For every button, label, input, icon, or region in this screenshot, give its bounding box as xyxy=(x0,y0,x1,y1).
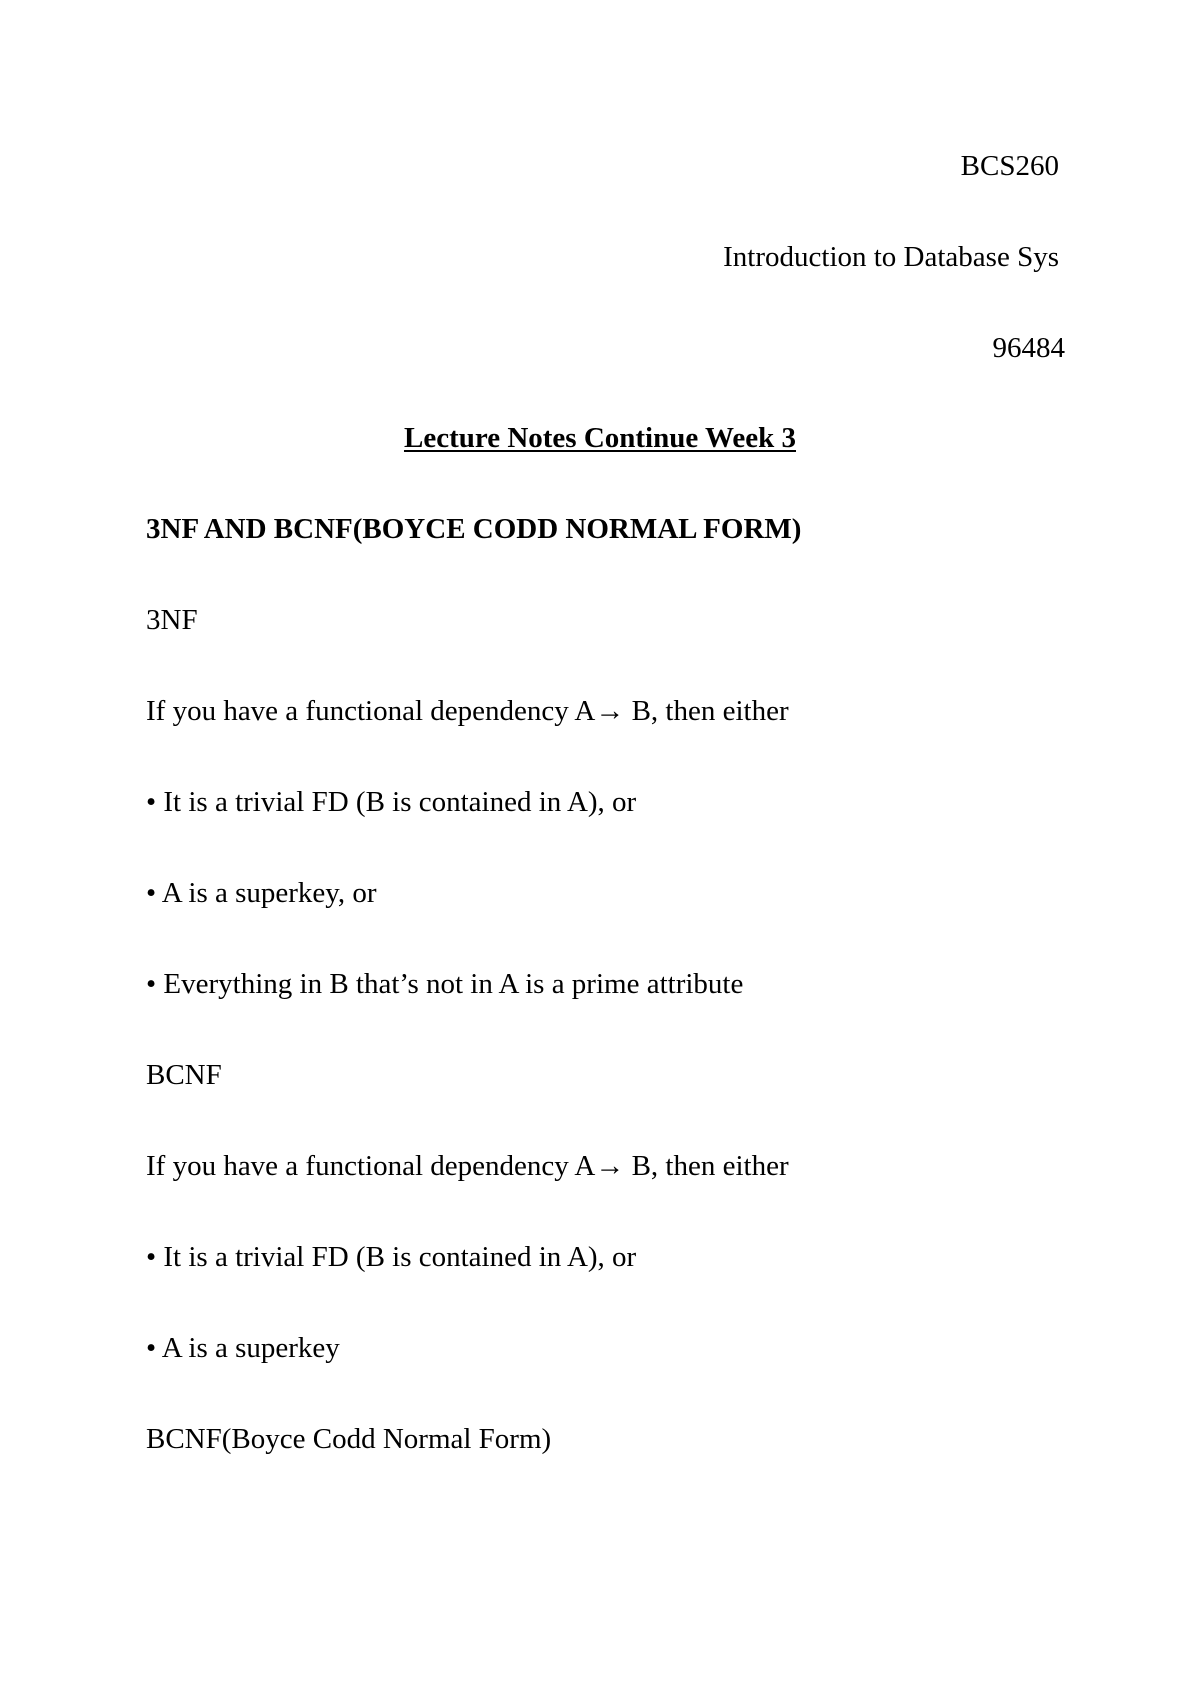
course-code: BCS260 xyxy=(960,150,1059,182)
section-heading: 3NF AND BCNF(BOYCE CODD NORMAL FORM) xyxy=(146,513,802,545)
bcnf-intro: If you have a functional dependency A→ B, then either xyxy=(146,1150,789,1182)
bcnf-label: BCNF xyxy=(146,1059,222,1091)
third-nf-condition-trivial: • It is a trivial FD (B is contained in A), or xyxy=(146,786,637,818)
third-nf-intro: If you have a functional dependency A→ B, then either xyxy=(146,695,789,727)
bcnf-condition-superkey: • A is a superkey xyxy=(146,1332,340,1364)
page-title: Lecture Notes Continue Week 3 xyxy=(403,422,796,454)
third-nf-label: 3NF xyxy=(146,604,198,636)
third-nf-condition-superkey: • A is a superkey, or xyxy=(146,877,377,909)
bcnf-closing-heading: BCNF(Boyce Codd Normal Form) xyxy=(146,1423,552,1455)
third-nf-condition-prime: • Everything in B that’s not in A is a prime attribute xyxy=(146,968,744,1000)
bcnf-condition-trivial: • It is a trivial FD (B is contained in A), or xyxy=(146,1241,637,1273)
course-name: Introduction to Database Sys xyxy=(723,241,1059,273)
student-id: 96484 xyxy=(992,332,1065,364)
